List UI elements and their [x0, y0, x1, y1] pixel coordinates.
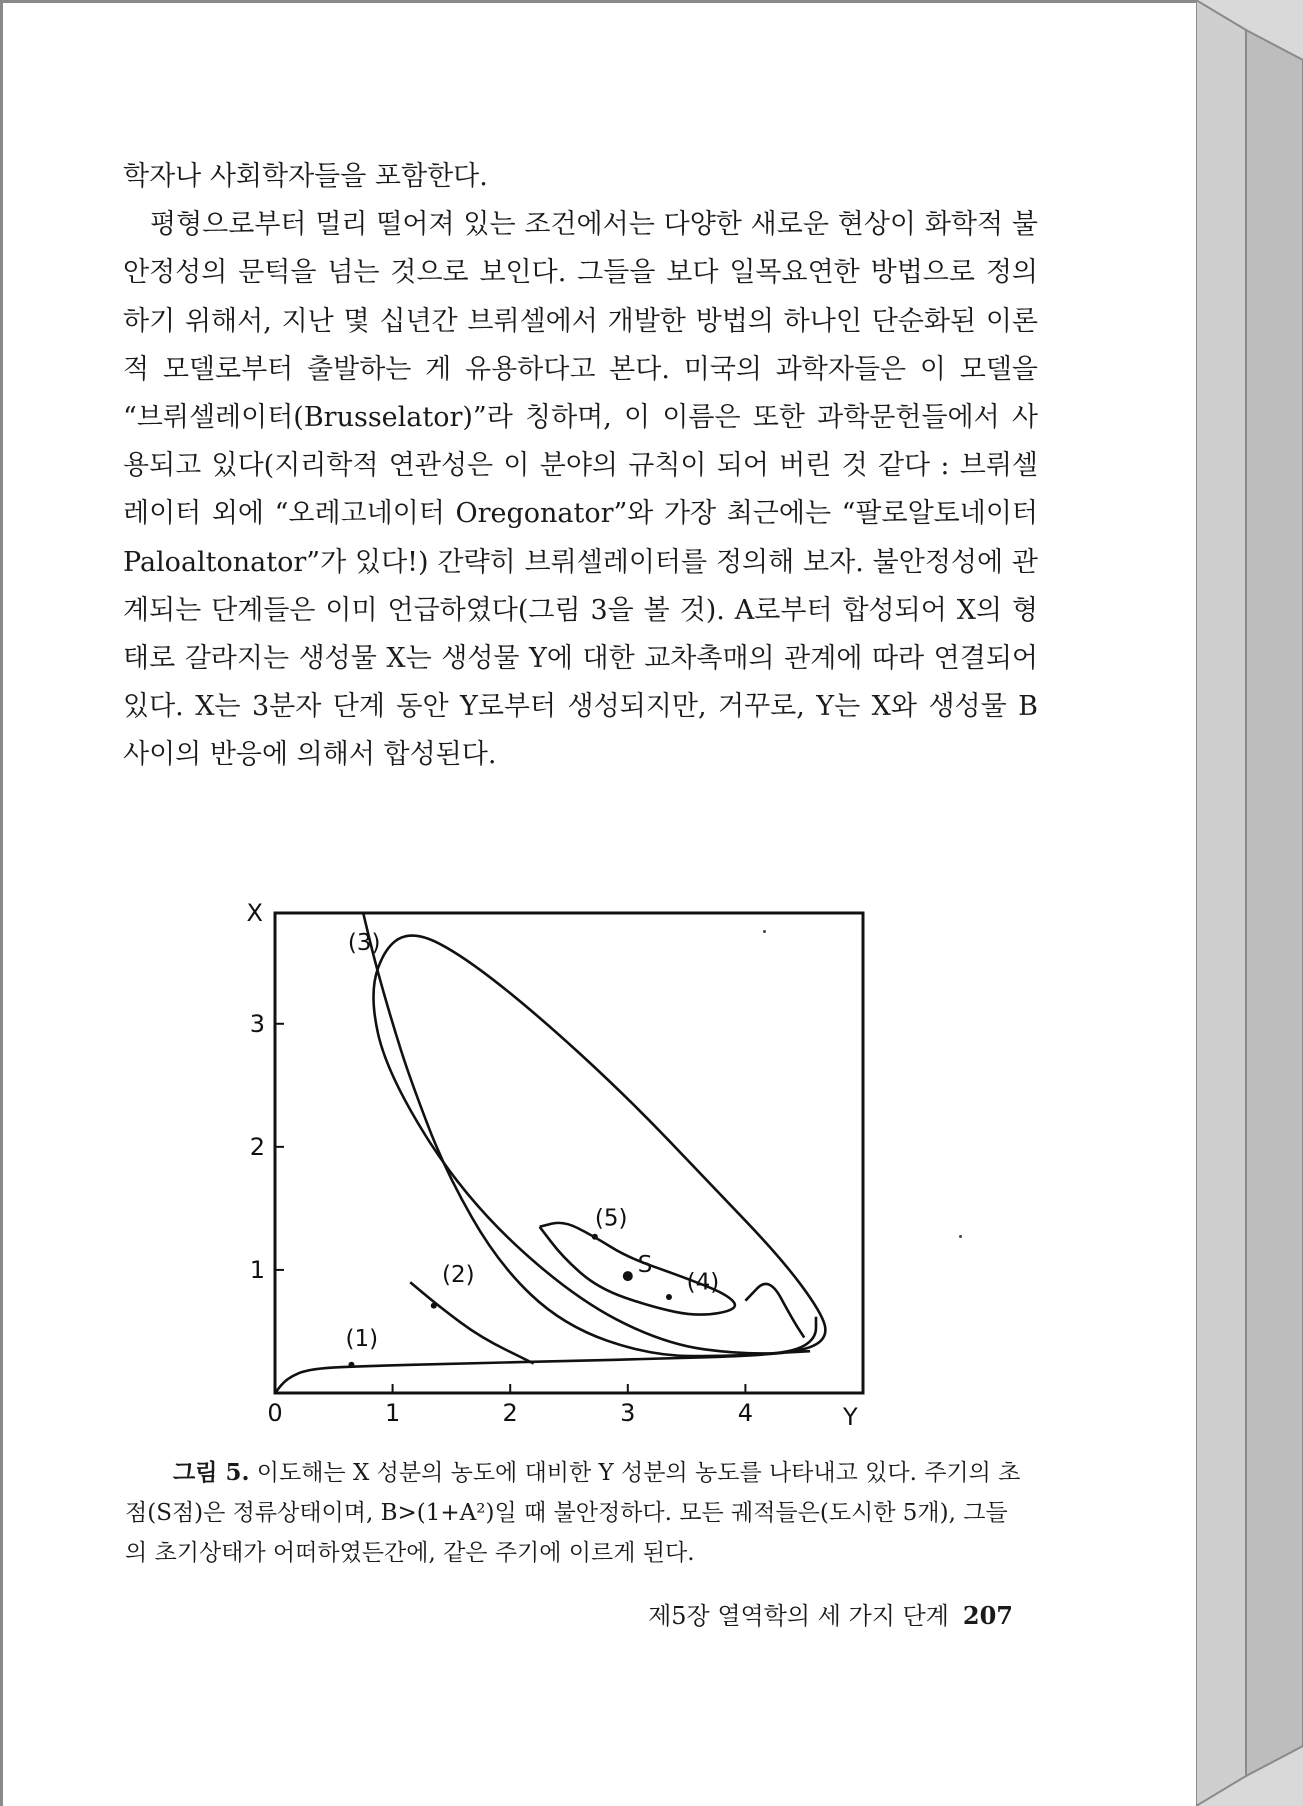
- trajectory-2: [410, 1282, 534, 1363]
- trajectory-marker: [666, 1294, 672, 1300]
- trajectory-4: [745, 1284, 804, 1338]
- steady-state-point: [623, 1271, 633, 1281]
- y-tick-label: 1: [249, 1255, 265, 1284]
- running-footer: [623, 1596, 1013, 1631]
- page-number: 207: [962, 1601, 1013, 1630]
- x-tick-label: 2: [502, 1399, 518, 1427]
- trajectory-1: [275, 936, 825, 1393]
- speck-mark: [763, 930, 766, 933]
- speck-mark: [959, 1235, 962, 1238]
- plot-frame: [275, 913, 863, 1393]
- book-edge: [1196, 0, 1303, 1806]
- x-axis-label: Y: [843, 1403, 858, 1431]
- curve-label: (2): [441, 1262, 475, 1289]
- chapter-title: 제5장 열역학의 세 가지 단계: [648, 1602, 949, 1630]
- axis-ticks: [247, 899, 858, 1431]
- phase-plot-svg: [233, 883, 883, 1443]
- caption-text: 이도해는 X 성분의 농도에 대비한 Y 성분의 농도를 나타내고 있다. 주기의 초점(S점)은 정류상태이며, B>(1+A²)일 때 불안정하다. 모든 궤적들은(도시한 5개), 그들의 초기상태가 어떠하였든간에, 같은 주기에 이르게 된다.: [125, 1460, 1021, 1566]
- curve-labels: [346, 930, 720, 1352]
- x-tick-label: 3: [620, 1399, 636, 1427]
- trajectory-marker: [431, 1303, 437, 1309]
- y-tick-label: 2: [249, 1132, 265, 1161]
- figure-phase-plot: [233, 883, 883, 1443]
- curve-label: (3): [347, 929, 381, 956]
- x-tick-label: 4: [737, 1399, 754, 1427]
- curve-label: (4): [686, 1269, 720, 1296]
- curve-label: (1): [345, 1326, 379, 1353]
- paragraph-1: 학자나 사회학자들을 포함한다.: [123, 161, 488, 192]
- y-axis-label: X: [246, 899, 263, 927]
- paragraph-2: 평형으로부터 멀리 떨어져 있는 조건에서는 다양한 새로운 현상이 화학적 불안정성의 문턱을 넘는 것으로 보인다. 그들을 보다 일목요연한 방법으로 정의하기 위해서, 지난 몇 십년간 브뤼셀에서 개발한 방법의 하나인 단순화된 이론적 모델로부터 출발하는 게 유용하다고 본다. 미국의 과학자들은 이 모델을 “브뤼셀레이터(Brusselator)”라 칭하며, 이 이름은 또한 과학문헌들에서 사용되고 있다(지리학적 연관성은 이 분야의 규칙이 되어 버린 것 같다 : 브뤼셀레이터 외에 “오레고네이터 Oregonator”와 가장 최근에는 “팔로알토네이터 Paloaltonator”가 있다!) 간략히 브뤼셀레이터를 정의해 보자. 불안정성에 관계되는 단계들은 이미 언급하였다(그림 3을 볼 것). A로부터 합성되어 X의 형태로 갈라지는 생성물 X는 생성물 Y에 대한 교차촉매의 관계에 따라 연결되어 있다. X는 3분자 단계 동안 Y로부터 생성되지만, 거꾸로, Y는 X와 생성물 B 사이의 반응에 의해서 합성된다.: [123, 209, 1038, 771]
- trajectory-3: [363, 913, 816, 1356]
- plot-border: [275, 913, 863, 1393]
- body-text: [123, 153, 1038, 780]
- x-tick-label: 0: [267, 1399, 283, 1427]
- trajectories: [275, 913, 825, 1393]
- steady-state-label: S: [637, 1252, 653, 1279]
- trajectory-marker: [592, 1234, 598, 1240]
- trajectory-marker: [348, 1362, 354, 1368]
- x-tick-label: 1: [384, 1399, 401, 1427]
- figure-caption: [125, 1453, 1025, 1573]
- curve-label: (5): [594, 1205, 628, 1232]
- caption-figure-number: 그림 5.: [173, 1459, 250, 1486]
- y-tick-label: 3: [249, 1009, 265, 1038]
